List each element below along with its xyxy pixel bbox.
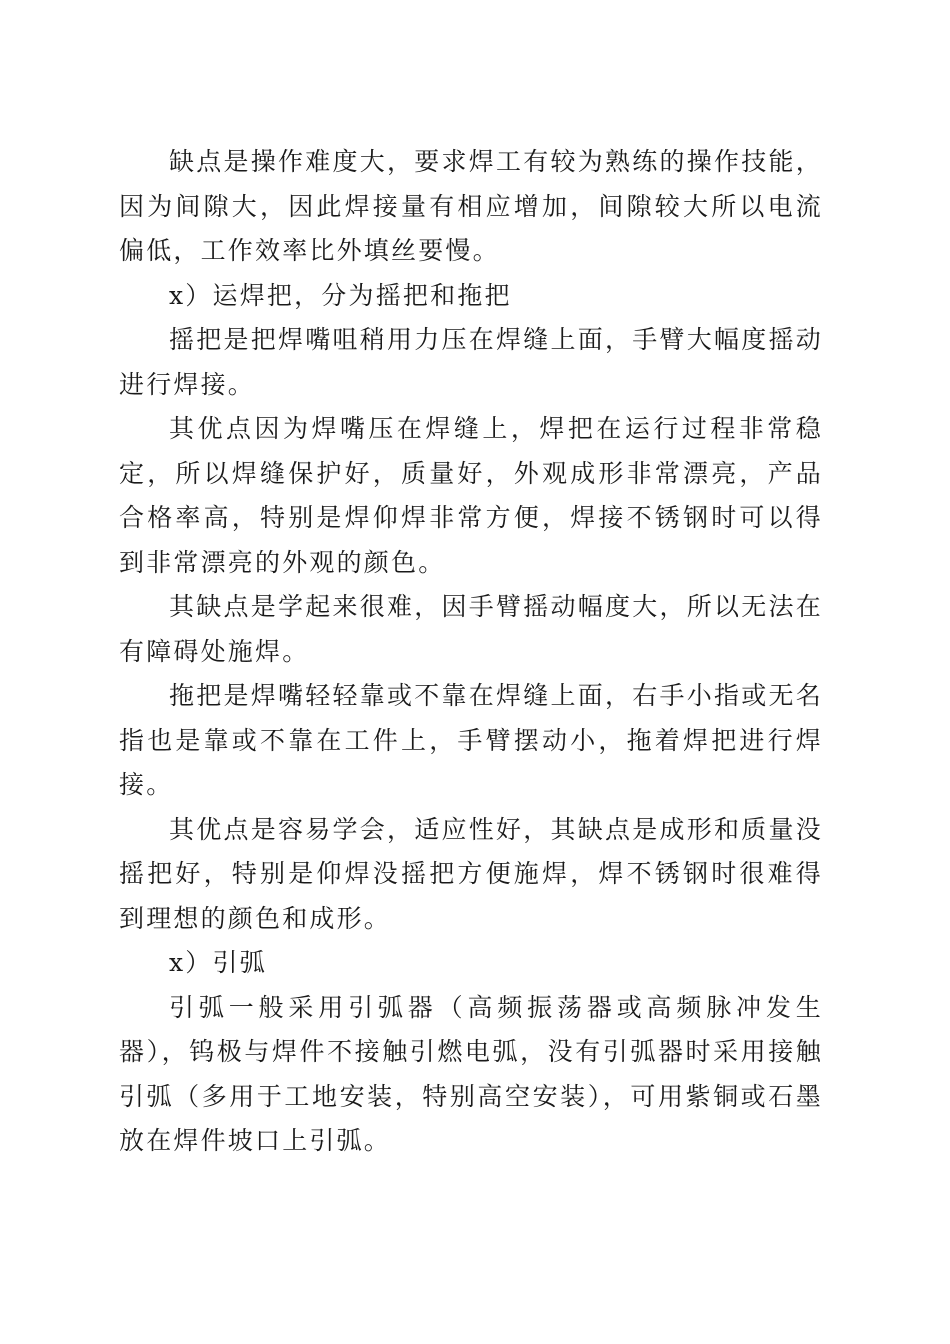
paragraph-rocking-disadvantages: 其缺点是学起来很难，因手臂摇动幅度大，所以无法在有障碍处施焊。 <box>119 592 823 666</box>
paragraph-rocking-method: 摇把是把焊嘴咀稍用力压在焊缝上面，手臂大幅度摇动进行焊接。 <box>119 325 823 399</box>
paragraph-arc-striking: 引弧一般采用引弧器（高频振荡器或高频脉冲发生器），钨极与焊件不接触引燃电弧，没有引弧器时采用接触引弧（多用于工地安装，特别高空安装），可用紫铜或石墨放在焊件坡口上引弧。 <box>119 992 823 1155</box>
heading-torch-handling: x）运焊把，分为摇把和拖把 <box>169 280 512 310</box>
paragraph-dragging-method: 拖把是焊嘴轻轻靠或不靠在焊缝上面，右手小指或无名指也是靠或不靠在工件上，手臂摆动小，拖着焊把进行焊接。 <box>119 681 823 799</box>
paragraph-disadvantage-inner-fill: 缺点是操作难度大，要求焊工有较为熟练的操作技能，因为间隙大，因此焊接量有相应增加，间隙较大所以电流偏低，工作效率比外填丝要慢。 <box>119 147 823 265</box>
body-text <box>119 140 823 1164</box>
paragraph-rocking-advantages: 其优点因为焊嘴压在焊缝上，焊把在运行过程非常稳定，所以焊缝保护好，质量好，外观成形非常漂亮，产品合格率高，特别是焊仰焊非常方便，焊接不锈钢时可以得到非常漂亮的外观的颜色。 <box>119 414 823 577</box>
paragraph-dragging-pros-cons: 其优点是容易学会，适应性好，其缺点是成形和质量没摇把好，特别是仰焊没摇把方便施焊，焊不锈钢时很难得到理想的颜色和成形。 <box>119 814 823 933</box>
heading-arc-striking: x）引弧 <box>169 948 267 977</box>
